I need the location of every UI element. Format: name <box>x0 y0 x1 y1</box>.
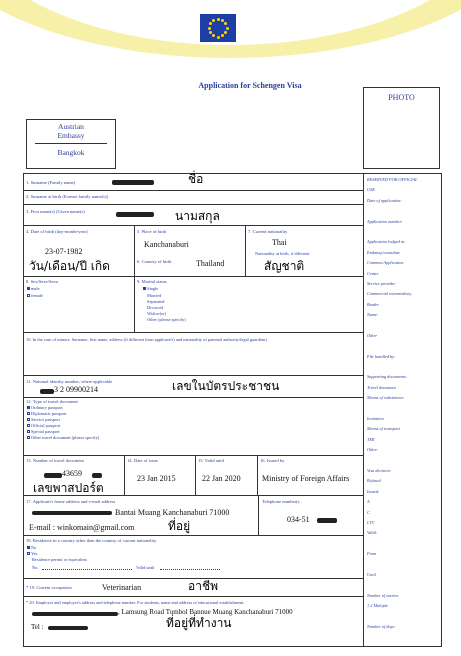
flag-star-icon <box>224 31 227 34</box>
dob-value: 23-07-1982 <box>45 247 83 256</box>
first-name-redaction <box>116 212 154 217</box>
doc-official-passport[interactable]: Official passport <box>27 423 60 429</box>
doc-special-passport[interactable]: Special passport <box>27 429 60 435</box>
employer-tel-label: Tel : <box>31 623 44 631</box>
official-use-line <box>367 364 441 374</box>
official-use-line <box>367 458 441 468</box>
official-use-line: Other: <box>367 447 379 453</box>
thai-address-note: ที่อยู่ <box>168 519 191 533</box>
official-use-line <box>367 322 441 332</box>
photo-label: PHOTO <box>388 93 415 102</box>
passport-number-redaction <box>44 473 62 478</box>
minors-guardian-label: 10. In the case of minors: Surname, first name, address (if different from applicant's) and nationality of parental authority/legal guardian) <box>26 337 267 342</box>
home-address-value: Bantai Muang Kanchanaburi 71000 <box>115 508 230 517</box>
official-use-line: Common Application <box>367 260 404 266</box>
official-use-line: Travel document <box>367 384 396 390</box>
marital-other[interactable]: Other (please specify) <box>147 317 186 322</box>
sex-option-male[interactable]: male <box>27 286 40 292</box>
national-id-redaction <box>40 389 54 394</box>
telephone-label: Telephone number(s <box>262 499 300 504</box>
official-use-line: Supporting documents: <box>367 374 407 380</box>
official-use-line: RESERVED FOR OFFICIAL <box>367 177 418 182</box>
dob-label: 4. Date of birth (day-month-year) <box>26 229 88 234</box>
official-use-line: Visa decision: <box>367 467 392 473</box>
passport-number-label: 13. Number of travel document <box>26 458 84 463</box>
official-use-line <box>367 582 441 592</box>
residence-no-label: No. <box>32 565 39 570</box>
occupation-label: * 19. Current occupation <box>26 585 72 590</box>
official-use-line: LTV <box>367 519 375 525</box>
official-use-line: Date of application: <box>367 197 402 203</box>
form-frame <box>23 173 364 647</box>
official-use-line: Means of subsistence <box>367 395 404 401</box>
official-use-line: Service provider <box>367 280 396 286</box>
official-use-line: Until <box>367 571 376 577</box>
home-address-redaction <box>32 511 112 515</box>
residence-valid-line <box>160 569 220 570</box>
flag-star-icon <box>217 36 220 39</box>
official-use-line: Commercial intermediary <box>367 291 412 297</box>
official-use-line: C <box>367 509 370 515</box>
official-use-line: File handled by: <box>367 353 396 359</box>
official-use-line: Issued: <box>367 488 380 494</box>
embassy-line3: Bangkok <box>57 148 85 157</box>
official-use-line <box>367 613 441 623</box>
sex-option-female[interactable]: female <box>27 293 43 299</box>
official-use-line <box>367 406 441 416</box>
embassy-box <box>26 119 116 169</box>
national-id-value: 3 2 09900214 <box>54 385 98 394</box>
thai-surname-note: นามสกุล <box>175 209 220 223</box>
thai-name-note: ชื่อ <box>188 172 204 186</box>
flag-star-icon <box>221 34 224 37</box>
official-use-line <box>367 208 441 218</box>
marital-married[interactable]: Married <box>147 293 162 298</box>
residence-label: 18. Residence in a country other than the country of current nationality <box>26 538 157 543</box>
official-use-line <box>367 541 441 551</box>
marital-widow[interactable]: Widow(er) <box>147 311 167 316</box>
flag-star-icon <box>217 18 220 21</box>
marital-status-label: 9. Marital status <box>137 279 167 284</box>
marital-divorced[interactable]: Divorced <box>147 305 164 310</box>
employer-redaction <box>32 612 118 616</box>
official-use-line: TMI <box>367 436 375 442</box>
home-address-label: 17. Applicant's home address and e-mail address <box>26 499 116 504</box>
valid-until-value: 22 Jan 2020 <box>202 474 241 483</box>
issue-date-value: 23 Jan 2015 <box>137 474 176 483</box>
travel-doc-type-label: 12. Type of travel document <box>26 399 78 404</box>
issue-date-label: 14. Date of issue <box>127 458 158 463</box>
official-use-line: Centre <box>367 270 379 276</box>
official-use-line: Invitation <box>367 415 384 421</box>
doc-service-passport[interactable]: Service passport <box>27 417 60 423</box>
first-name-label: 3. First name(s) (Given name(s) <box>26 209 85 214</box>
flag-star-icon <box>208 27 211 30</box>
surname-at-birth-label: 2. Surname at birth (Former family name(s)) <box>26 194 109 199</box>
marital-single[interactable]: Single <box>143 286 158 292</box>
flag-star-icon <box>221 19 224 22</box>
passport-number-redaction-2 <box>92 473 102 478</box>
employer-label: * 20. Employer and employer's address and telephone number. For students, name and address of educational establishment. <box>26 600 245 605</box>
official-use-line: Application lodged at: <box>367 239 406 245</box>
flag-star-icon <box>226 27 229 30</box>
telephone-value: 034-51 <box>287 515 310 524</box>
official-use-line <box>367 229 441 239</box>
official-use-line: Border <box>367 301 380 307</box>
flag-star-icon <box>212 34 215 37</box>
place-of-birth-value: Kanchanaburi <box>144 240 189 249</box>
flag-star-icon <box>209 22 212 25</box>
residence-no-line <box>42 569 132 570</box>
doc-diplomatic-passport[interactable]: Diplomatic passport <box>27 411 67 417</box>
official-use-line <box>367 343 441 353</box>
flag-star-icon <box>209 31 212 34</box>
official-use-line: A <box>367 499 370 505</box>
country-of-birth-value: Thailand <box>196 259 225 268</box>
thai-work-address-note: ที่อยู่ที่ทำงาน <box>166 616 232 630</box>
occupation-value: Veterinarian <box>102 583 142 592</box>
residence-valid-label: Valid until <box>136 565 155 570</box>
residence-no[interactable]: No <box>27 545 36 551</box>
eu-flag-icon <box>200 14 236 42</box>
official-use-line: Embassy/consulate <box>367 249 400 255</box>
official-use-line: Application number: <box>367 218 403 224</box>
employer-tel-redaction <box>48 626 88 630</box>
official-use-text <box>367 177 441 645</box>
country-of-birth-label: 6. Country of birth <box>137 259 172 264</box>
thai-id-card-note: เลขในบัตรประชาชน <box>172 379 280 393</box>
official-use-line: Refused <box>367 478 381 484</box>
thai-nationality-note: สัญชาติ <box>264 259 305 273</box>
telephone-redaction <box>317 518 337 523</box>
surname-label: 1. Surname (Family name) <box>26 180 76 185</box>
sex-label: 8. Sex/Sexe/Sexo <box>26 279 59 284</box>
surname-redaction <box>112 180 154 185</box>
nationality-value: Thai <box>272 238 287 247</box>
official-use-line: 1 2 Multiple <box>367 603 389 609</box>
residence-yes[interactable]: Yes <box>27 551 37 557</box>
official-use-line: Number of entries: <box>367 592 400 598</box>
email-value: E-mail : winkomain@gmail.com <box>29 523 135 532</box>
passport-number-value: 43659 <box>62 469 82 478</box>
official-use-line: USE <box>367 187 375 193</box>
embassy-line2: Embassy <box>57 131 85 140</box>
thai-occupation-note: อาชีพ <box>188 579 218 593</box>
doc-other[interactable]: Other travel document (please specify) <box>27 435 99 441</box>
employer-address-value: , Lamsung Road Tumbol Bannue Muang Kanchanaburi 71000 <box>118 608 293 616</box>
doc-ordinary-passport[interactable]: Ordinary passport <box>27 405 63 411</box>
official-use-line: Name: <box>367 312 379 318</box>
national-id-label: 11. National identity number, where applicable <box>26 379 113 384</box>
official-use-line: Valid: <box>367 530 378 536</box>
official-use-line <box>367 561 441 571</box>
embassy-line1: Austrian <box>58 122 84 131</box>
official-use-line: Means of transport <box>367 426 400 432</box>
official-use-line: From <box>367 551 377 557</box>
flag-star-icon <box>224 22 227 25</box>
thai-passport-note: เลขพาสปอร์ต <box>33 481 104 495</box>
issued-by-label: 16. Issued by <box>260 458 285 463</box>
official-use-line: Number of days: <box>367 623 396 629</box>
form-title: Application for Schengen Visa <box>198 81 302 90</box>
thai-dob-note: วัน/เดือน/ปี เกิด <box>29 259 110 273</box>
flag-star-icon <box>212 19 215 22</box>
photo-box <box>363 87 440 169</box>
residence-permit-label: Residence permit or equivalent <box>32 557 87 562</box>
official-use-line: Other <box>367 332 378 338</box>
nationality-birth-label: Nationality at birth, if different <box>255 251 310 256</box>
place-of-birth-label: 5. Place of birth <box>137 229 167 234</box>
nationality-label: 7. Current nationality <box>248 229 288 234</box>
issued-by-value: Ministry of Foreign Affairs <box>262 474 350 483</box>
marital-separated[interactable]: Separated <box>147 299 165 304</box>
valid-until-label: 15. Valid until <box>198 458 225 463</box>
